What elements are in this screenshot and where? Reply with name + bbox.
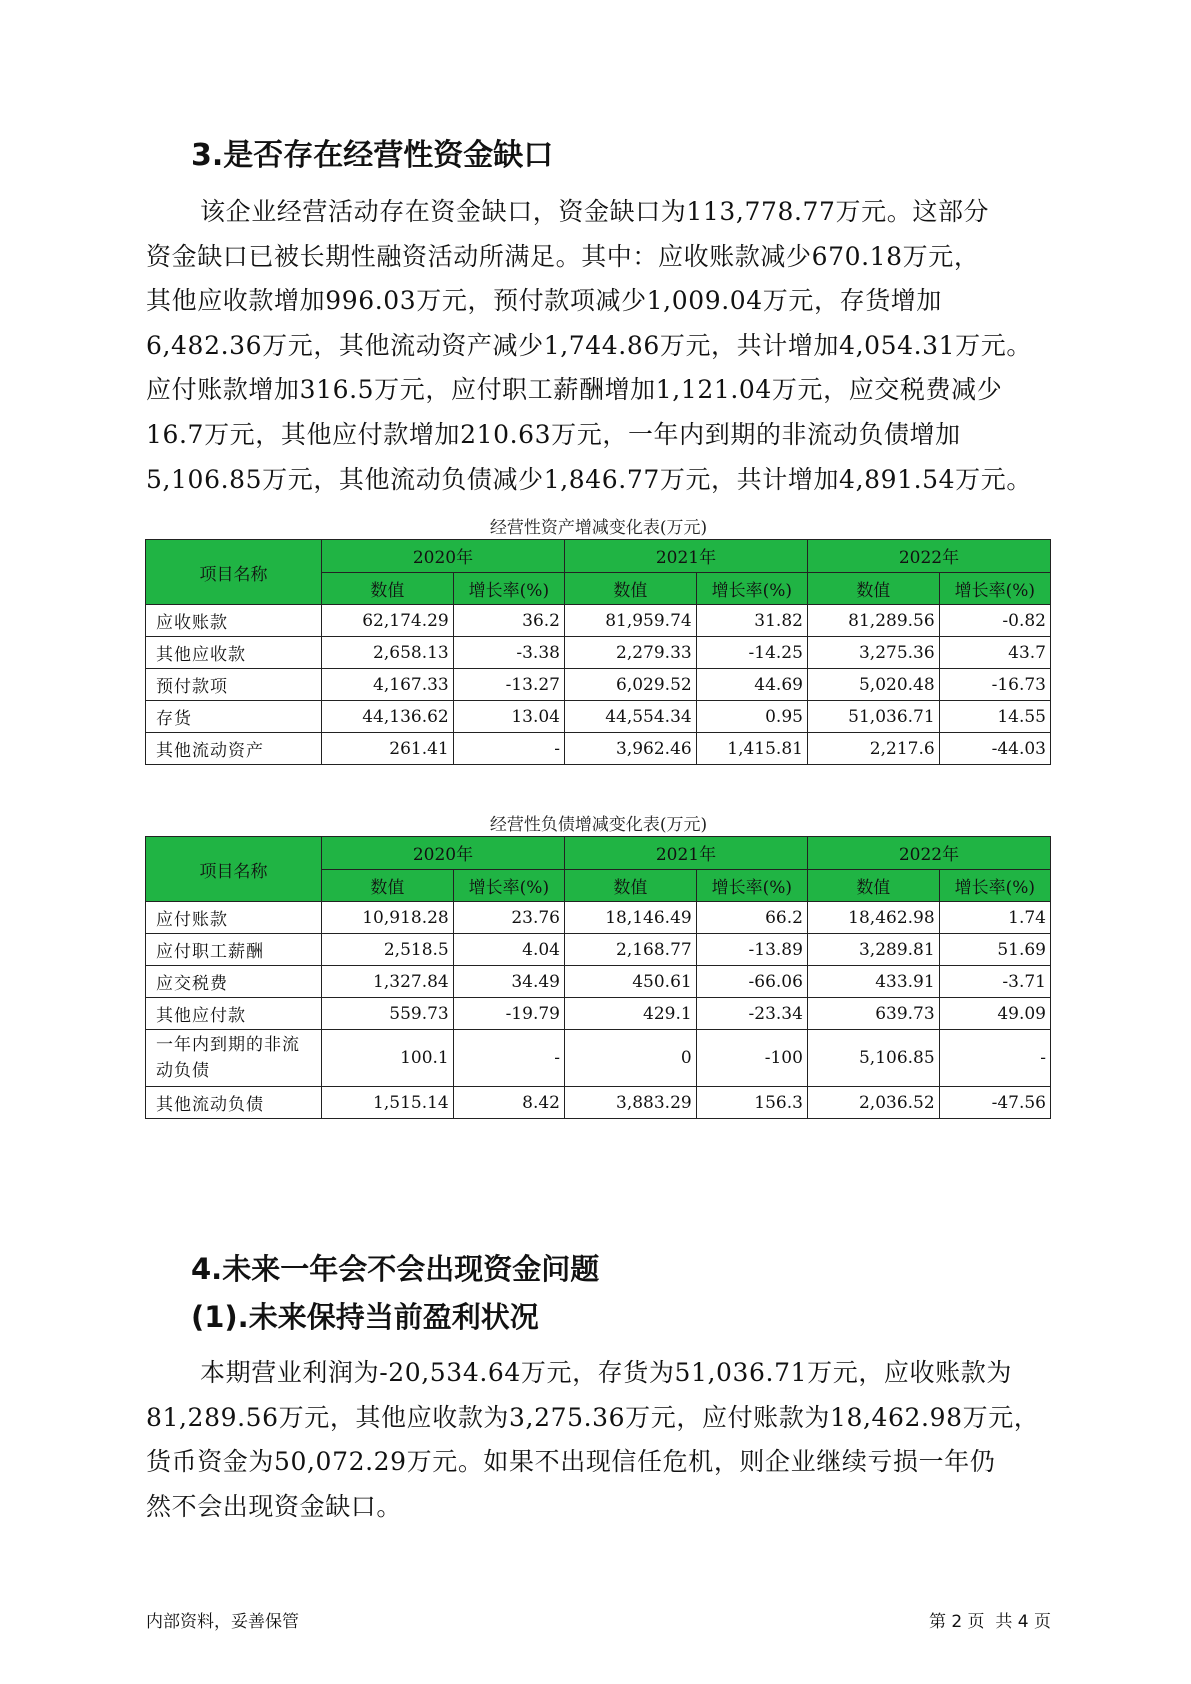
table-cell: - xyxy=(453,1030,564,1087)
paragraph-line: 应付账款增加316.5万元，应付职工薪酬增加1,121.04万元，应交税费减少 xyxy=(146,375,1003,405)
table-row xyxy=(146,998,1051,1030)
growth-rate-header: 增长率(%) xyxy=(453,869,564,902)
paragraph-line: 然不会出现资金缺口。 xyxy=(146,1491,403,1521)
table-cell: 1.74 xyxy=(939,902,1050,934)
table-cell: 3,883.29 xyxy=(564,1087,696,1119)
table-cell: -3.71 xyxy=(939,966,1050,998)
table-cell: 81,959.74 xyxy=(564,605,696,637)
table-cell: 66.2 xyxy=(696,902,807,934)
table-cell: 13.04 xyxy=(453,701,564,733)
growth-rate-header: 增长率(%) xyxy=(939,572,1050,605)
table-row xyxy=(146,669,1051,701)
section-3-heading: 3.是否存在经营性资金缺口 xyxy=(191,138,554,173)
table-cell: 261.41 xyxy=(322,733,454,765)
table-cell: 23.76 xyxy=(453,902,564,934)
year-header: 2021年 xyxy=(564,540,807,573)
table-cell: -3.38 xyxy=(453,637,564,669)
value-header: 数值 xyxy=(807,869,939,902)
table-row xyxy=(146,1087,1051,1119)
table-cell: -16.73 xyxy=(939,669,1050,701)
value-header: 数值 xyxy=(322,869,454,902)
table-cell: -66.06 xyxy=(696,966,807,998)
paragraph-line: 16.7万元，其他应付款增加210.63万元，一年内到期的非流动负债增加 xyxy=(146,419,961,449)
table-cell: 62,174.29 xyxy=(322,605,454,637)
table-cell: 0.95 xyxy=(696,701,807,733)
row-label: 应付账款 xyxy=(146,902,322,934)
value-header: 数值 xyxy=(322,572,454,605)
year-header: 2021年 xyxy=(564,837,807,870)
table-cell: 36.2 xyxy=(453,605,564,637)
table-cell: 1,415.81 xyxy=(696,733,807,765)
table-cell: 2,036.52 xyxy=(807,1087,939,1119)
year-header: 2022年 xyxy=(807,837,1050,870)
paragraph-line: 货币资金为50,072.29万元。如果不出现信任危机，则企业继续亏损一年仍 xyxy=(146,1447,996,1477)
row-label: 应付职工薪酬 xyxy=(146,934,322,966)
table-cell: 1,327.84 xyxy=(322,966,454,998)
table-cell: 4,167.33 xyxy=(322,669,454,701)
table-cell: -13.89 xyxy=(696,934,807,966)
paragraph-line: 该企业经营活动存在资金缺口，资金缺口为113,778.77万元。这部分 xyxy=(200,197,990,226)
table-row xyxy=(146,637,1051,669)
table-cell: -44.03 xyxy=(939,733,1050,765)
row-label: 其他流动负债 xyxy=(146,1087,322,1119)
table-cell: 2,518.5 xyxy=(322,934,454,966)
table-cell: 3,962.46 xyxy=(564,733,696,765)
value-header: 数值 xyxy=(564,869,696,902)
row-label: 应交税费 xyxy=(146,966,322,998)
table-cell: 559.73 xyxy=(322,998,454,1030)
table-cell: 18,146.49 xyxy=(564,902,696,934)
liabilities-table-caption: 经营性负债增减变化表(万元) xyxy=(489,815,708,835)
table-cell: 156.3 xyxy=(696,1087,807,1119)
paragraph-line: 其他应收款增加996.03万元，预付款项减少1,009.04万元，存货增加 xyxy=(146,286,943,316)
table-row xyxy=(146,733,1051,765)
assets-table-caption: 经营性资产增减变化表(万元) xyxy=(489,518,708,538)
table-cell: 2,279.33 xyxy=(564,637,696,669)
table-cell: -0.82 xyxy=(939,605,1050,637)
table-cell: 5,106.85 xyxy=(807,1030,939,1087)
row-label: 存货 xyxy=(146,701,322,733)
table-cell: 0 xyxy=(564,1030,696,1087)
assets-table xyxy=(145,539,1051,765)
row-label: 其他应收款 xyxy=(146,637,322,669)
table-cell: -19.79 xyxy=(453,998,564,1030)
table-cell: 49.09 xyxy=(939,998,1050,1030)
section-3-paragraph xyxy=(146,190,1046,502)
row-label: 预付款项 xyxy=(146,669,322,701)
paragraph-line: 本期营业利润为-20,534.64万元，存货为51,036.71万元，应收账款为 xyxy=(200,1358,1012,1387)
table-cell: 14.55 xyxy=(939,701,1050,733)
table-cell: 10,918.28 xyxy=(322,902,454,934)
section-4-paragraph xyxy=(146,1351,1046,1529)
table-cell: 3,275.36 xyxy=(807,637,939,669)
table-cell: 6,029.52 xyxy=(564,669,696,701)
footer-confidential-note: 内部资料，妥善保管 xyxy=(146,1612,299,1632)
table-cell: 81,289.56 xyxy=(807,605,939,637)
table-cell: 51.69 xyxy=(939,934,1050,966)
table-row xyxy=(146,902,1051,934)
table-cell: 43.7 xyxy=(939,637,1050,669)
section-4-heading: 4.未来一年会不会出现资金问题 xyxy=(191,1252,600,1286)
table-cell: 18,462.98 xyxy=(807,902,939,934)
table-row xyxy=(146,701,1051,733)
table-cell: -14.25 xyxy=(696,637,807,669)
table-cell: 100.1 xyxy=(322,1030,454,1087)
value-header: 数值 xyxy=(807,572,939,605)
table-cell: 2,168.77 xyxy=(564,934,696,966)
footer-page-number: 第 2 页 共 4 页 xyxy=(928,1612,1051,1632)
year-header: 2022年 xyxy=(807,540,1050,573)
table-cell: 2,217.6 xyxy=(807,733,939,765)
table-cell: 4.04 xyxy=(453,934,564,966)
table-cell: 44.69 xyxy=(696,669,807,701)
table-cell: 450.61 xyxy=(564,966,696,998)
growth-rate-header: 增长率(%) xyxy=(939,869,1050,902)
table-row xyxy=(146,966,1051,998)
row-label: 应收账款 xyxy=(146,605,322,637)
paragraph-line: 资金缺口已被长期性融资活动所满足。其中：应收账款减少670.18万元， xyxy=(146,241,980,271)
table-cell: 433.91 xyxy=(807,966,939,998)
table-cell: 429.1 xyxy=(564,998,696,1030)
table-row xyxy=(146,934,1051,966)
table-cell: 34.49 xyxy=(453,966,564,998)
row-label: 其他流动资产 xyxy=(146,733,322,765)
growth-rate-header: 增长率(%) xyxy=(453,572,564,605)
item-name-header: 项目名称 xyxy=(146,837,322,902)
row-label: 其他应付款 xyxy=(146,998,322,1030)
table-cell: 3,289.81 xyxy=(807,934,939,966)
table-cell: 31.82 xyxy=(696,605,807,637)
table-cell: 1,515.14 xyxy=(322,1087,454,1119)
table-cell: - xyxy=(453,733,564,765)
paragraph-line: 5,106.85万元，其他流动负债减少1,846.77万元，共计增加4,891.54万元。 xyxy=(146,464,1032,494)
growth-rate-header: 增长率(%) xyxy=(696,869,807,902)
table-cell: 44,554.34 xyxy=(564,701,696,733)
table-cell: -47.56 xyxy=(939,1087,1050,1119)
table-cell: 51,036.71 xyxy=(807,701,939,733)
table-cell: 5,020.48 xyxy=(807,669,939,701)
item-name-header: 项目名称 xyxy=(146,540,322,605)
table-cell: -23.34 xyxy=(696,998,807,1030)
table-cell: -100 xyxy=(696,1030,807,1087)
table-row xyxy=(146,605,1051,637)
row-label: 一年内到期的非流动负债 xyxy=(146,1030,322,1087)
section-4-subheading: (1).未来保持当前盈利状况 xyxy=(191,1300,539,1334)
table-cell: 8.42 xyxy=(453,1087,564,1119)
paragraph-line: 81,289.56万元，其他应收款为3,275.36万元，应付账款为18,462.98万元， xyxy=(146,1402,1040,1432)
table-cell: 44,136.62 xyxy=(322,701,454,733)
growth-rate-header: 增长率(%) xyxy=(696,572,807,605)
year-header: 2020年 xyxy=(322,540,565,573)
value-header: 数值 xyxy=(564,572,696,605)
paragraph-line: 6,482.36万元，其他流动资产减少1,744.86万元，共计增加4,054.31万元。 xyxy=(146,330,1032,360)
table-cell: - xyxy=(939,1030,1050,1087)
table-cell: -13.27 xyxy=(453,669,564,701)
liabilities-table xyxy=(145,836,1051,1119)
year-header: 2020年 xyxy=(322,837,565,870)
table-row xyxy=(146,1030,1051,1087)
table-cell: 639.73 xyxy=(807,998,939,1030)
table-cell: 2,658.13 xyxy=(322,637,454,669)
